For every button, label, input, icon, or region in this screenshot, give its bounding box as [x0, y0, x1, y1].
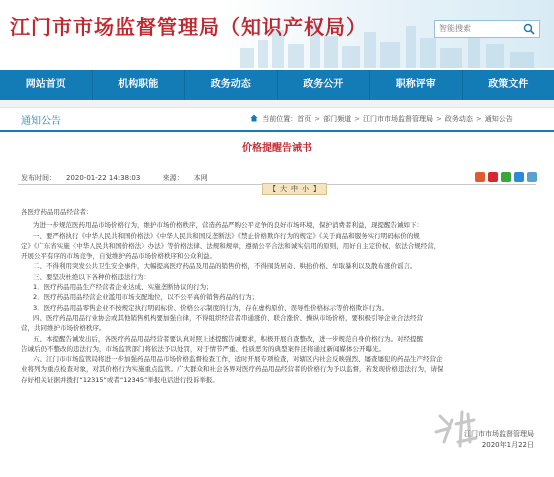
article-paragraph: 一、要严格执行《中华人民共和国价格法》《中华人民共和国反垄断法》《禁止价格欺诈行为的规定》《关于商品和服务实行明码标价的规	[33, 231, 420, 240]
share-weibo-icon[interactable]	[488, 172, 498, 182]
breadcrumb-separator: >	[314, 115, 321, 123]
article-paragraph: 业将列为重点检查对象，对其价格行为实施重点监管。广大群众和社会各界对医疗药品用品经营者的价格行为予以监督，若发现价格违法行为，请保	[21, 365, 444, 374]
home-icon	[250, 114, 258, 122]
share-qzone-icon[interactable]	[475, 172, 485, 182]
breadcrumb-row	[0, 108, 554, 132]
font-size-large[interactable]: 大	[280, 185, 287, 193]
source-label: 来源：	[162, 174, 184, 182]
article-paragraph: 营，共同维护市场价格秩序。	[21, 324, 106, 333]
article-paragraph: 六、江门市市场监管局将进一步加强药品用品市场价格监督检查工作，适时开展专项检查，对辖区内社会反映强烈、屡查屡犯的药品生产经营企	[33, 355, 443, 364]
article-paragraph: 三、要坚决杜绝以下各种价格违法行为：	[33, 272, 150, 281]
font-size-medium[interactable]: 中	[291, 185, 298, 193]
nav-functions[interactable]: 机构职能	[93, 70, 186, 100]
share-qq-icon[interactable]	[514, 172, 524, 182]
breadcrumb-separator: >	[354, 115, 360, 123]
signature-date: 2020年1月22日	[481, 441, 534, 449]
article-title: 价格提醒告诫书	[242, 143, 312, 154]
publish-time: 2020-01-22 14:38:03	[66, 174, 141, 182]
article-paragraph: 1．医疗药品用品生产经营者企业达成、实施垄断协议的行为；	[33, 283, 213, 292]
nav-news[interactable]: 政务动态	[185, 70, 278, 100]
font-size-switcher	[262, 183, 327, 195]
breadcrumb-link-notices[interactable]: 通知公告	[484, 115, 513, 123]
share-bar	[475, 172, 537, 182]
nav-title-review[interactable]: 职称评审	[370, 70, 463, 100]
font-size-bracket-open: 【	[269, 185, 276, 193]
share-wechat-icon[interactable]	[501, 172, 511, 182]
breadcrumb-link-news[interactable]: 政务动态	[444, 115, 473, 123]
article-paragraph: 二、不得利用突发公共卫生安全事件，大幅提高医疗药品及用品的销售价格，不得囤货居奇、哄抬价格、牟取暴利以及散布涨价谣言。	[33, 262, 417, 271]
search-icon[interactable]	[523, 23, 535, 35]
search-box[interactable]	[434, 20, 540, 38]
font-size-bracket-close: 】	[313, 185, 320, 193]
breadcrumb-separator: >	[475, 115, 482, 123]
signature-org: 江门市市场监督管理局	[464, 430, 534, 438]
nav-underline-strip	[0, 100, 554, 108]
article-paragraph: 2．医疗药品用品经营企业滥用市场支配地位，以不公平高价销售药品的行为；	[33, 293, 259, 302]
article-paragraph: 定》《广东省实施〈中华人民共和国价格法〉办法》等价格法律、法规和规章，遵循公平合法和诚实信用的原则，用好自主定价权，依法合规经营，	[21, 241, 441, 250]
breadcrumb-link-home[interactable]: 首页	[297, 115, 312, 123]
search-input[interactable]	[439, 22, 517, 35]
main-nav	[0, 70, 554, 100]
article-body	[21, 207, 535, 385]
article-paragraph: 存好相关证据并拨打“12315”或者“12345”举报电话进行投诉举报。	[21, 375, 219, 384]
breadcrumb-separator: >	[435, 115, 442, 123]
nav-policy[interactable]: 政策文件	[488, 79, 529, 90]
article-meta	[21, 173, 228, 183]
article-paragraph: 五、本提醒告诫发出后，各医疗药品用品经营者要认真对照上述提醒告诫要求，积极开展自查整改，进一步规范自身价格行为。对经提醒	[33, 334, 423, 343]
nav-home[interactable]: 网站首页	[0, 70, 93, 100]
site-title[interactable]: 江门市市场监督管理局（知识产权局）	[10, 15, 367, 39]
article-paragraph: 各医疗药品用品经营者：	[21, 208, 93, 216]
article-paragraph: 3．医疗药品用品零售企业不按规定执行明码标价、价格公示制度的行为，存在虚构原价、误导性价格标示等价格欺诈行为。	[33, 303, 389, 312]
source-value: 本网	[193, 174, 208, 182]
watermark-logo	[430, 402, 550, 452]
font-size-small[interactable]: 小	[302, 185, 309, 193]
article-paragraph: 为进一步规范医药用品市场价格行为，维护市场价格秩序，营造药品严购公平竞争的良好市场环境，保护消费者利益，现提醒告诫如下：	[33, 221, 423, 230]
article-paragraph: 告诫后仍不整改的违法行为，市场监管部门将依法予以处罚，对于情节严重、性质恶劣的典型案件还将通过新闻媒体公开曝光。	[21, 344, 385, 353]
breadcrumb-link-dept[interactable]: 部门频道	[323, 115, 352, 123]
publish-label: 发布时间：	[21, 174, 56, 182]
breadcrumb	[250, 114, 513, 124]
share-more-icon[interactable]	[527, 172, 537, 182]
breadcrumb-link-bureau[interactable]: 江门市市场监督管理局	[362, 115, 433, 123]
nav-disclosure[interactable]: 政务公开	[278, 70, 371, 100]
article-paragraph: 开展公平有序的市场竞争，自觉维护药品市场价格秩序和公众利益。	[21, 252, 216, 261]
breadcrumb-prefix: 当前位置：	[262, 115, 298, 123]
article-paragraph: 四、医疗药品用品行业协会或其他销售机构要加强自律，不得组织经营者串通涨价、联合涨价、操纵市场价格，要积极引导企业合法经营	[33, 313, 423, 322]
site-header	[0, 0, 554, 68]
section-title: 通知公告	[21, 116, 61, 127]
